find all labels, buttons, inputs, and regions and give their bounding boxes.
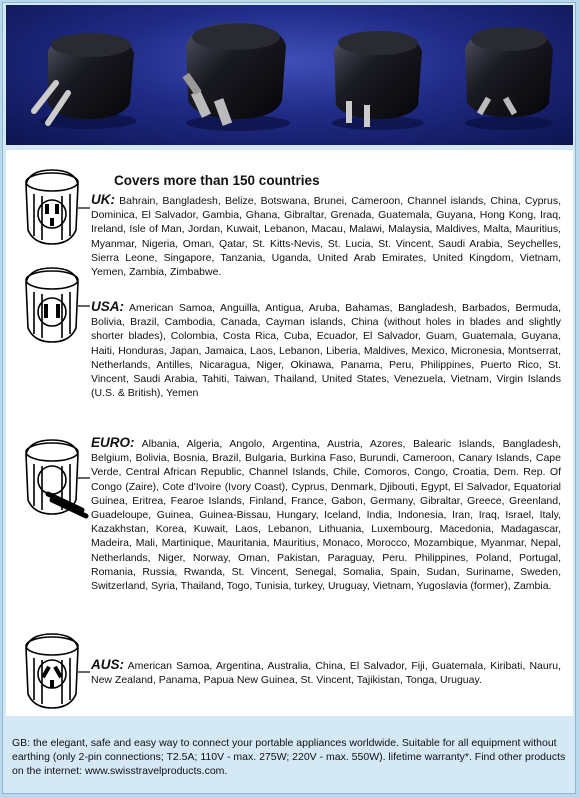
uk-plug-illustration (12, 164, 92, 254)
uk-region (91, 193, 561, 279)
uk-countries: Bahrain, Bangladesh, Belize, Botswana, Brunei, Cameroon, Channel islands, China, Cyprus, Dominica, El Salvador, Gambia, Ghana, Gibraltar, Grenada, Guatemala, Guyana, Hong Kong, Iraq, Ireland, Isle of Man, Jordan, Kuwait, Lebanon, Macau, Malawi, Malaysia, Maldives, Malta, Mauritius, Myanmar, Nigeria, Oman, Qatar, St. Kitts-Nevis, St. Lucia, St. Vincent, Saudi Arabia, Seychelles, Sierra Leone, Singapore, Tanzania, Uganda, United Arab Emirates, United Kingdom, Vietnam, Yemen, Zambia, Zimbabwe. (91, 195, 561, 279)
usa-region (91, 300, 561, 400)
content-panel (6, 150, 573, 716)
euro-plug-adapter-photo (26, 23, 156, 133)
page-heading: Covers more than 150 countries (114, 173, 320, 188)
euro-plug-illustration (12, 434, 92, 524)
usa-countries: American Samoa, Anguilla, Antigua, Aruba, Bahamas, Bangladesh, Barbados, Bermuda, Bolivia, Brazil, Cambodia, Canada, Cayman islands, China (without holes in blades and slightly shorter blades), Colombia, Costa Rica, Cuba, Ecuador, El Salvador, Guam, Guatemala, Guyana, Haiti, Honduras, Japan, Jamaica, Laos, Lebanon, Liberia, Maldives, Mexico, Micronesia, Montserrat, Netherlands, Antilles, Nicaragua, Niger, Okinawa, Panama, Peru, Philippines, Puerto Rico, St. Vincent, Saudi Arabia, Tahiti, Taiwan, Thailand, United States, Venezuela, Vietnam, Virgin Islands (U.S. & British), Yemen (91, 302, 562, 400)
usa-label: USA: (91, 299, 124, 314)
footer-text: GB: the elegant, safe and easy way to connect your portable appliances worldwide. Suitable for all equipment without earthing (only 2-pin connections; T2.5A; 110V - max. 275W; 220V - max. 550W). lifetime warranty*. Find other products on the internet: www.swisstravelproducts.com. (12, 737, 566, 778)
aus-region (91, 658, 561, 687)
uk-label: UK: (91, 192, 115, 207)
product-banner (6, 5, 573, 145)
usa-plug-adapter-photo (316, 23, 441, 133)
aus-countries: American Samoa, Argentina, Australia, China, El Salvador, Fiji, Guatemala, Kiribati, Nauru, New Zealand, Panama, Papua New Guinea, St. Vincent, Tajikistan, Tonga, Uruguay. (91, 660, 561, 687)
uk-plug-adapter-photo (166, 15, 306, 135)
aus-label: AUS: (91, 657, 124, 672)
euro-label: EURO: (91, 435, 135, 450)
aus-plug-illustration (12, 628, 92, 718)
usa-plug-illustration (12, 262, 92, 352)
aus-plug-adapter-photo (451, 19, 566, 134)
euro-countries: Albania, Algeria, Angolo, Argentina, Austria, Azores, Balearic Islands, Bangladesh, Belgium, Bolivia, Bosnia, Brazil, Bulgaria, Burkina Faso, Burundi, Cameroon, Canary Islands, Cape Verde, Central African Republic, Channel Islands, Chile, Comoros, Congo, Croatia, Dem. Rep. Of Congo (Zaire), Cote d'Ivoire (Ivory Coast), Cyprus, Denmark, Djibouti, Egypt, El Salvador, Equatorial Guinea, Eritrea, Fearoe Islands, Finland, France, Gabon, Germany, Gibraltar, Greece, Greenland, Guadeloupe, Guinea, Guinea-Bissau, Hungary, Iceland, India, Indonesia, Iran, Iraq, Israel, Italy, Kazakhstan, Korea, Kuwait, Laos, Lebanon, Lithuania, Luxembourg, Macedonia, Madagascar, Madeira, Mali, Martinique, Mauritania, Mauritius, Monaco, Morocco, Mozambique, Myanmar, Nepal, Netherlands, Niger, Norway, Oman, Pakistan, Paraguay, Peru. Philippines, Poland, Portugal, Romania, Russia, Rwanda, St. Vincent, Senegal, Somalia, Spain, Sudan, Suriname, Sweden, Switzerland, Syria, Thailand, Togo, Tunisia, turkey, Uruguay, Vietnam, Yugoslavia (former), Zambia. (91, 438, 561, 593)
euro-region (91, 436, 561, 593)
